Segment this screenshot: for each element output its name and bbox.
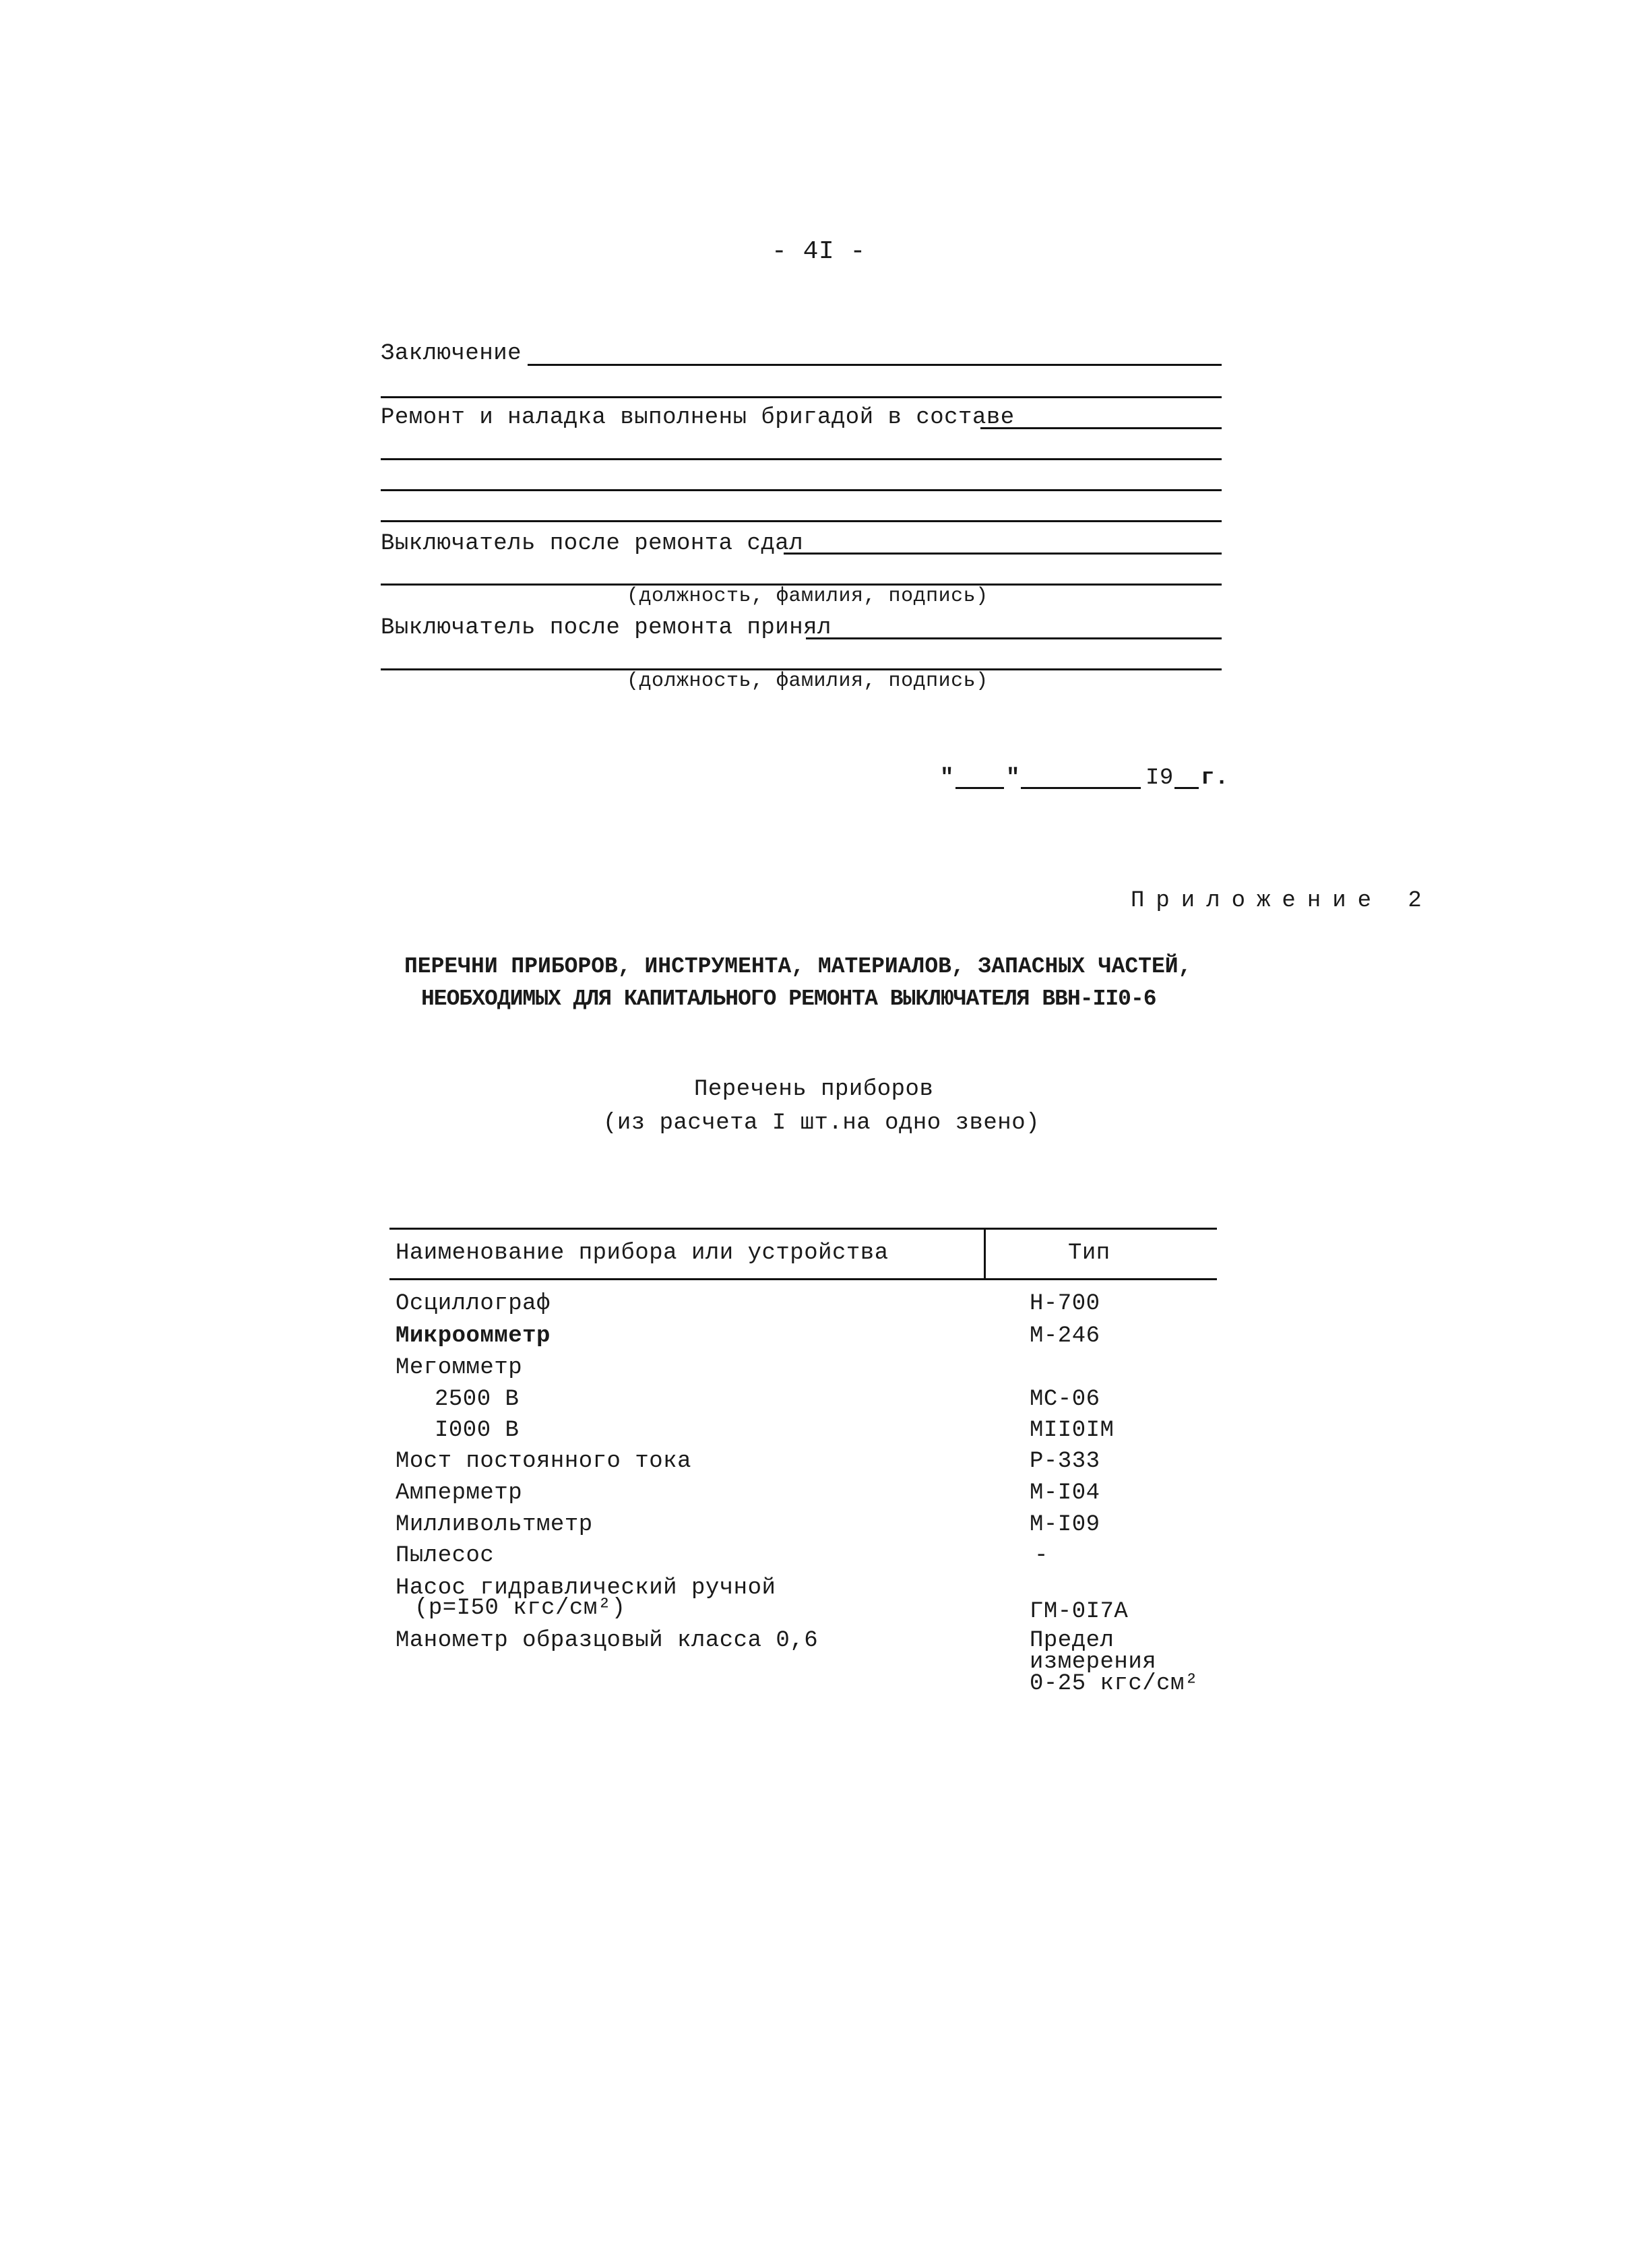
team-line-2 — [381, 458, 1222, 460]
row-name: Пылесос — [396, 1543, 495, 1569]
row-type: МII0IМ — [1030, 1418, 1115, 1443]
row-name: Микроомметр — [396, 1323, 551, 1349]
row-type: Н-700 — [1030, 1291, 1100, 1317]
accepted-label: Выключатель после ремонта принял — [381, 615, 831, 641]
row-name-continued: (р=I50 кгс/см²) — [414, 1596, 626, 1621]
row-type-continued: измерения — [1030, 1649, 1157, 1675]
row-name: 2500 В — [435, 1387, 520, 1412]
accepted-caption: (должность, фамилия, подпись) — [627, 670, 988, 693]
team-line — [980, 427, 1222, 429]
handed-caption: (должность, фамилия, подпись) — [627, 585, 988, 608]
row-name: I000 В — [435, 1418, 520, 1443]
handed-label: Выключатель после ремонта сдал — [381, 531, 804, 557]
handed-line — [784, 553, 1222, 555]
row-name: Мост постоянного тока — [396, 1449, 691, 1474]
row-type-continued: 0-25 кгс/см² — [1030, 1671, 1199, 1697]
row-name: Мегомметр — [396, 1355, 523, 1381]
row-type: ГМ-0I7А — [1030, 1599, 1129, 1625]
row-type: Р-333 — [1030, 1449, 1100, 1474]
date-quote-open: " — [940, 765, 954, 791]
subtitle-line1: Перечень приборов — [694, 1077, 934, 1102]
row-type: М-246 — [1030, 1323, 1100, 1349]
row-type: - — [1034, 1543, 1048, 1569]
table-header-rule — [389, 1278, 1217, 1280]
appendix-title-line1: ПЕРЕЧНИ ПРИБОРОВ, ИНСТРУМЕНТА, МАТЕРИАЛОВ, ЗАПАСНЫХ ЧАСТЕЙ, — [404, 954, 1192, 979]
date-year-line — [1174, 787, 1199, 789]
table-column-divider — [984, 1228, 986, 1279]
subtitle-line2: (из расчета I шт.на одно звено) — [603, 1110, 1040, 1136]
date-quote-close: " — [1006, 765, 1020, 791]
row-name: Милливольтметр — [396, 1512, 593, 1538]
row-type: Предел — [1030, 1628, 1115, 1653]
table-header-type: Тип — [1068, 1240, 1110, 1266]
table-top-rule — [389, 1228, 1217, 1230]
row-type: М-I04 — [1030, 1480, 1100, 1506]
date-month-line — [1021, 787, 1141, 789]
date-suffix: г. — [1201, 765, 1229, 791]
row-name: Амперметр — [396, 1480, 523, 1506]
appendix-title-line2: НЕОБХОДИМЫХ ДЛЯ КАПИТАЛЬНОГО РЕМОНТА ВЫКЛЮЧАТЕЛЯ ВВН-II0-6 — [421, 986, 1156, 1011]
team-label: Ремонт и наладка выполнены бригадой в составе — [381, 405, 1015, 431]
date-day-line — [955, 787, 1004, 789]
appendix-label: Приложение 2 — [1131, 888, 1433, 914]
row-type: МС-06 — [1030, 1387, 1100, 1412]
row-name: Манометр образцовый класса 0,6 — [396, 1628, 819, 1653]
conclusion-line — [528, 364, 1222, 366]
team-line-4 — [381, 520, 1222, 522]
row-type: М-I09 — [1030, 1512, 1100, 1538]
row-name: Насос гидравлический ручной — [396, 1575, 776, 1601]
row-name: Осциллограф — [396, 1291, 551, 1317]
accepted-line — [806, 637, 1222, 639]
conclusion-line-2 — [381, 396, 1222, 398]
date-year: I9 — [1145, 765, 1174, 791]
page-number: - 4I - — [772, 237, 866, 266]
table-header-name: Наименование прибора или устройства — [396, 1240, 889, 1266]
team-line-3 — [381, 489, 1222, 491]
conclusion-label: Заключение — [381, 341, 522, 367]
